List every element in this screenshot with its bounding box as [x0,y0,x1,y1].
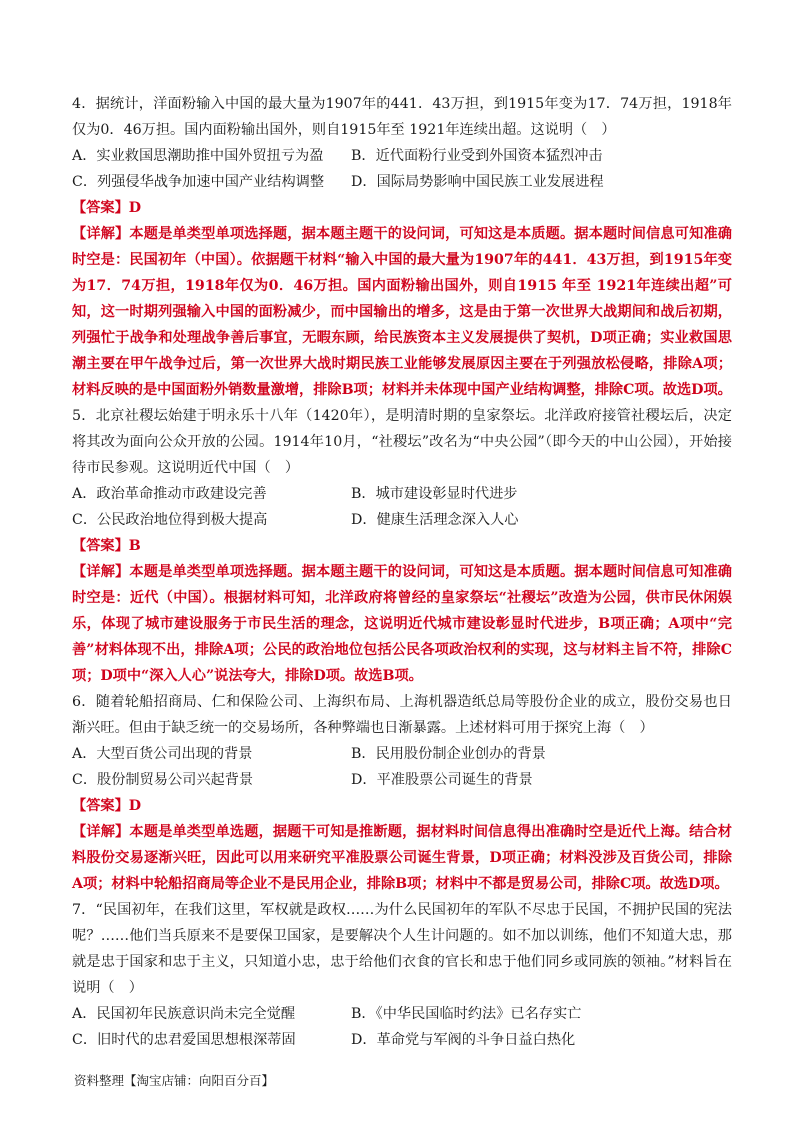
question-list [72,91,732,1053]
question-7-option-c: C．旧时代的忠君爱国思想根深蒂固 [72,1032,296,1048]
question-4-options [72,143,732,195]
question-4-option-c: C．列强侵华战争加速中国产业结构调整 [72,174,325,190]
question-7-stem: 7．“民国初年，在我们这里，军权就是政权……为什么民国初年的军队不尽忠于民国，不拥护民国的宪法呢？……他们当兵原来不是要保卫国家，是要解决个人生计问题的。如不加以训练，他们不知道大忠，那就是忠于国家和忠于主义，只知道小忠，忠于给他们衣食的官长和忠于他们同乡或同族的领袖。”材料旨在说明（ ） [72,902,732,996]
question-7-option-b: B．《中华民国临时约法》已名存实亡 [351,1006,582,1022]
question-7-option-a: A．民国初年民族意识尚未完全觉醒 [72,1006,296,1022]
question-6-option-c: C．股份制贸易公司兴起背景 [72,772,254,788]
question-5-answer: 【答案】B [72,538,141,554]
question-4-stem: 4．据统计，洋面粉输入中国的最大量为1907年的441．43万担，到1915年变为17．74万担，1918年仅为0．46万担。国内面粉输出国外，则自1915年至 1921年连续出超。这说明（ ） [72,96,732,138]
question-5-stem: 5．北京社稷坛始建于明永乐十八年（1420年），是明清时期的皇家祭坛。北洋政府接管社稷坛后，决定将其改为面向公众开放的公园。1914年10月，“社稷坛”改名为“中央公园”（即今天的中山公园），开始接待市民参观。这说明近代中国（ ） [72,408,732,476]
question-5-option-b: B．城市建设彰显时代进步 [351,486,518,502]
question-5-options [72,481,732,533]
page-footer: 资料整理【淘宝店铺：向阳百分百】 [74,1073,275,1088]
question-6-option-b: B．民用股份制企业创办的背景 [351,746,546,762]
question-7-option-d: D．革命党与军阀的斗争日益白热化 [351,1032,576,1048]
question-4-option-a: A．实业救国思潮助推中国外贸扭亏为盈 [72,148,324,164]
question-5-explanation: 【详解】本题是单类型单项选择题。据本题主题干的设问词，可知这是本质题。据本题时间信息可知准确时空是：近代（中国）。根据材料可知，北洋政府将曾经的皇家祭坛“社稷坛”改造为公园，供市民休闲娱乐，体现了城市建设服务于市民生活的理念，这说明近代城市建设彰显时代进步，B项正确；A项中“完善”材料体现不出，排除A项；公民的政治地位包括公民各项政治权利的实现，这与材料主旨不符，排除C项；D项中“深入人心”说法夸大，排除D项。故选B项。 [72,564,732,684]
question-5-option-c: C．公民政治地位得到极大提高 [72,512,268,528]
question-6-option-a: A．大型百货公司出现的背景 [72,746,253,762]
question-5-option-a: A．政治革命推动市政建设完善 [72,486,267,502]
question-6-stem: 6．随着轮船招商局、仁和保险公司、上海织布局、上海机器造纸总局等股份企业的成立，股份交易也日渐兴旺。但由于缺乏统一的交易场所，各种弊端也日渐暴露。上述材料可用于探究上海（ ） [72,694,732,736]
question-4-option-d: D．国际局势影响中国民族工业发展进程 [351,174,604,190]
question-4-answer: 【答案】D [72,200,142,216]
question-6-explanation: 【详解】本题是单类型单选题，据题干可知是推断题，据材料时间信息得出准确时空是近代上海。结合材料股份交易逐渐兴旺，因此可以用来研究平准股票公司诞生背景，D项正确；材料没涉及百货公司，排除A项；材料中轮船招商局等企业不是民用企业，排除B项；材料中不都是贸易公司，排除C项。故选D项。 [72,824,732,892]
question-6-option-d: D．平准股票公司诞生的背景 [351,772,533,788]
question-4-explanation: 【详解】本题是单类型单项选择题，据本题主题干的设问词，可知这是本质题。据本题时间信息可知准确时空是：民国初年（中国）。依据题干材料“输入中国的最大量为1907年的441．43万担，到1915年变为17．74万担，1918年仅为0．46万担。国内面粉输出国外，则自1915 年至 1921年连续出超”可知，这一时期列强输入中国的面粉减少，而中国输出的增多，这是由于第一次世界大战期间和战后初期，列强忙于战争和处理战争善后事宜，无暇东顾，给民族资本主义发展提供了契机，D项正确；实业救国思潮主要在甲午战争过后，第一次世界大战时期民族工业能够发展原因主要在于列强放松侵略，排除A项；材料反映的是中国面粉外销数量激增，排除B项；材料并未体现中国产业结构调整，排除C项。故选D项。 [72,226,732,398]
question-7-options [72,1001,732,1053]
question-4-option-b: B．近代面粉行业受到外国资本猛烈冲击 [351,148,603,164]
question-6-answer: 【答案】D [72,798,142,814]
question-6-options [72,741,732,793]
question-5-option-d: D．健康生活理念深入人心 [351,512,519,528]
